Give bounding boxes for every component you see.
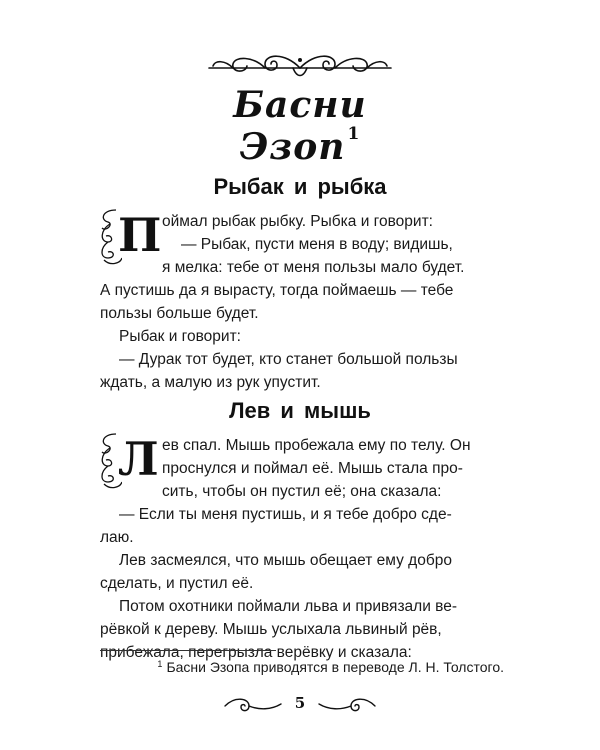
text-line: А пустишь да я вырасту, тогда поймаешь — тебе xyxy=(100,282,454,299)
text-line: — Дурак тот будет, кто станет большой пользы xyxy=(119,351,458,368)
text-line: оймал рыбак рыбку. Рыбка и говорит: xyxy=(162,213,433,230)
book-title: Басни xyxy=(233,84,367,126)
text-line: сить, чтобы он пустил её; она сказала: xyxy=(162,483,442,500)
text-line: — Если ты меня пустишь, и я тебе добро сде- xyxy=(119,506,452,523)
text-line: пользы больше будет. xyxy=(100,305,259,322)
footnote-text: Басни Эзопа приводятся в переводе Л. Н. Толстого. xyxy=(166,659,504,675)
page-number: 5 xyxy=(294,694,306,712)
drop-cap xyxy=(100,432,160,494)
text-line: ев спал. Мышь пробежала ему по телу. Он xyxy=(162,437,471,454)
text-line: лаю. xyxy=(100,529,134,546)
drop-cap-letter: П xyxy=(118,208,162,262)
text-line: Лев засмеялся, что мышь обещает ему добро xyxy=(119,552,452,569)
footnote-divider xyxy=(100,650,276,651)
text-line: Рыбак и говорит: xyxy=(119,328,241,345)
author-name: Эзоп xyxy=(239,126,346,168)
story-body xyxy=(100,434,504,664)
story-title: Лев и мышь xyxy=(229,398,371,423)
text-line: Потом охотники поймали льва и привязали ве- xyxy=(119,598,458,615)
drop-cap xyxy=(100,208,160,270)
story-title: Рыбак и рыбка xyxy=(213,174,387,199)
text-line: рёвкой к дереву. Мышь услыхала львиный рёв, xyxy=(100,621,442,638)
text-line: я мелка: тебе от меня пользы мало будет. xyxy=(162,259,465,276)
footnote xyxy=(100,659,504,675)
book-author xyxy=(0,126,600,168)
flourish-ornament-icon xyxy=(205,48,395,84)
footnote-marker: 1 xyxy=(157,659,163,669)
text-line: — Рыбак, пусти меня в воду; видишь, xyxy=(181,236,453,253)
footnote-ref: 1 xyxy=(347,124,361,144)
drop-cap-letter: Л xyxy=(118,432,159,486)
text-line: ждать, а малую из рук упустит. xyxy=(100,374,321,391)
story-body xyxy=(100,210,504,394)
text-line: проснулся и поймал её. Мышь стала про- xyxy=(162,460,463,477)
text-line: прибежала, перегрызла верёвку и сказала: xyxy=(100,644,412,661)
text-line: сделать, и пустил её. xyxy=(100,575,254,592)
